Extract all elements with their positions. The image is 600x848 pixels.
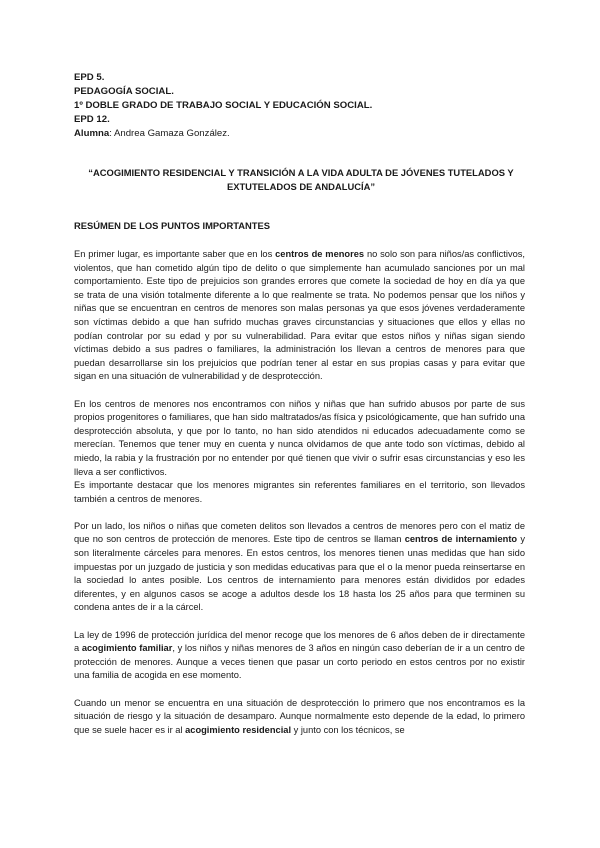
paragraph-1-text-c: no solo son para niños/as conflictivos, violentos, que han cometido algún tipo de delito o que simplemente han acumulado sanciones por un mal comportamiento. Este tipo de prejuicios son grandes errores que comete la sociedad de hoy en día ya que se trata de una visión totalmente diferente a lo que realmente se trata. No podemos pensar que los niños y niñas que se encuentran en centros de menores son malas personas ya que esos jóvenes verdaderamente son víctimas debido a que han sufrido muchas graves circunstancias y situaciones que ellos y ellas no podían controlar por su edad y por su vulnerabilidad. Para evitar que estos niños y niñas sigan siendo víctimas debido a sus padres o familiares, la administración los llevan a centros de menores para que puedan desarrollarse sin los prejuicios que podrían tener al estar en sus propias casas y para evitar que sigan en una situación de vulnerabilidad y de desprotección. (74, 249, 526, 382)
document-header (74, 71, 534, 141)
paragraph-4-text-c: y son literalmente cárceles para menores. En estos centros, los menores tienen unas medidas que han sido impuestas por un juzgado de justicia y son medidas educativas para que el o la menor pueda reinsertarse en la sociedad lo antes posible. Los centros de internamiento para menores están divididos por edades diferentes, y en algunos casos se acoge a adultos desde los 18 hasta los 25 años para que terminen su condena antes de ir a la cárcel. (74, 534, 525, 613)
paragraph-4-text-a: Por un lado, los niños o niñas que cometen delitos son llevados a centros de menores pero con el matiz de que no son centros de protección de menores. Este tipo de centros se llaman (74, 520, 525, 545)
paragraph-6-text-a: Cuando un menor se encuentra en una situación de desprotección lo primero que nos encontramos es la situación de riesgo y la situación de desamparo. Aunque normalmente esto depende de la edad, lo primero que se suele hacer es ir al (74, 697, 525, 735)
paragraph-5-bold: acogimiento familiar (81, 643, 173, 654)
paragraph-2: En los centros de menores nos encontramos con niños y niñas que han sufrido abusos por parte de sus propios progenitores o familiares, que han sido maltratados/as física y psicológicamente, que han sufrido una desprotección absoluta, y que por lo tanto, no han sido atendidos ni educados adecuadamente como se merecían. Tenemos que tener muy en cuenta y nunca olvidamos de que ante todo son víctimas, debido al miedo, la rabia y la frustración por no entender por qué tienen que vivir o sufrir esas circunstancias y eso les lleva a ser conflictivos. (74, 398, 525, 477)
paragraph-1-text-a: En primer lugar, es importante saber que en los (74, 249, 276, 259)
header-line-degree: 1º DOBLE GRADO DE TRABAJO SOCIAL Y EDUCACIÓN SOCIAL. (74, 100, 373, 111)
document-title: “ACOGIMIENTO RESIDENCIAL Y TRANSICIÓN A LA VIDA ADULTA DE JÓVENES TUTELADOS Y EXTUTELADOS DE ANDALUCÍA” (88, 167, 514, 192)
author-label: Alumna (74, 128, 110, 139)
paragraph-1 (74, 248, 525, 384)
header-line-epd12: EPD 12. (74, 114, 110, 125)
author-name: : Andrea Gamaza González. (109, 128, 230, 139)
paragraph-4 (74, 520, 525, 615)
paragraph-4-bold: centros de internamiento (404, 534, 518, 545)
section-heading: RESÚMEN DE LOS PUNTOS IMPORTANTES (74, 220, 271, 231)
paragraph-1-bold: centros de menores (275, 249, 365, 259)
document-body (74, 248, 525, 751)
paragraph-6 (74, 697, 525, 738)
paragraph-5 (74, 629, 525, 683)
paragraph-3: Es importante destacar que los menores migrantes sin referentes familiares en el territorio, son llevados también a centros de menores. (74, 480, 525, 504)
header-line-author (74, 127, 534, 141)
paragraph-6-bold: acogimiento residencial (185, 724, 292, 735)
paragraph-5-text-c: , y los niños y niñas menores de 3 años en ningún caso deberían de ir a un centro de protección de menores. Aunque a veces tienen que pasar un corto periodo en estos centros por no existir una familia de acogida en ese momento. (74, 643, 525, 681)
header-line-epd5: EPD 5. (74, 72, 105, 83)
paragraph-5-text-a: La ley de 1996 de protección jurídica del menor recoge que los menores de 6 años deben de ir directamente a (74, 629, 525, 654)
header-line-subject: PEDAGOGÍA SOCIAL. (74, 86, 174, 97)
paragraph-6-text-c: y junto con los técnicos, se (291, 724, 405, 735)
